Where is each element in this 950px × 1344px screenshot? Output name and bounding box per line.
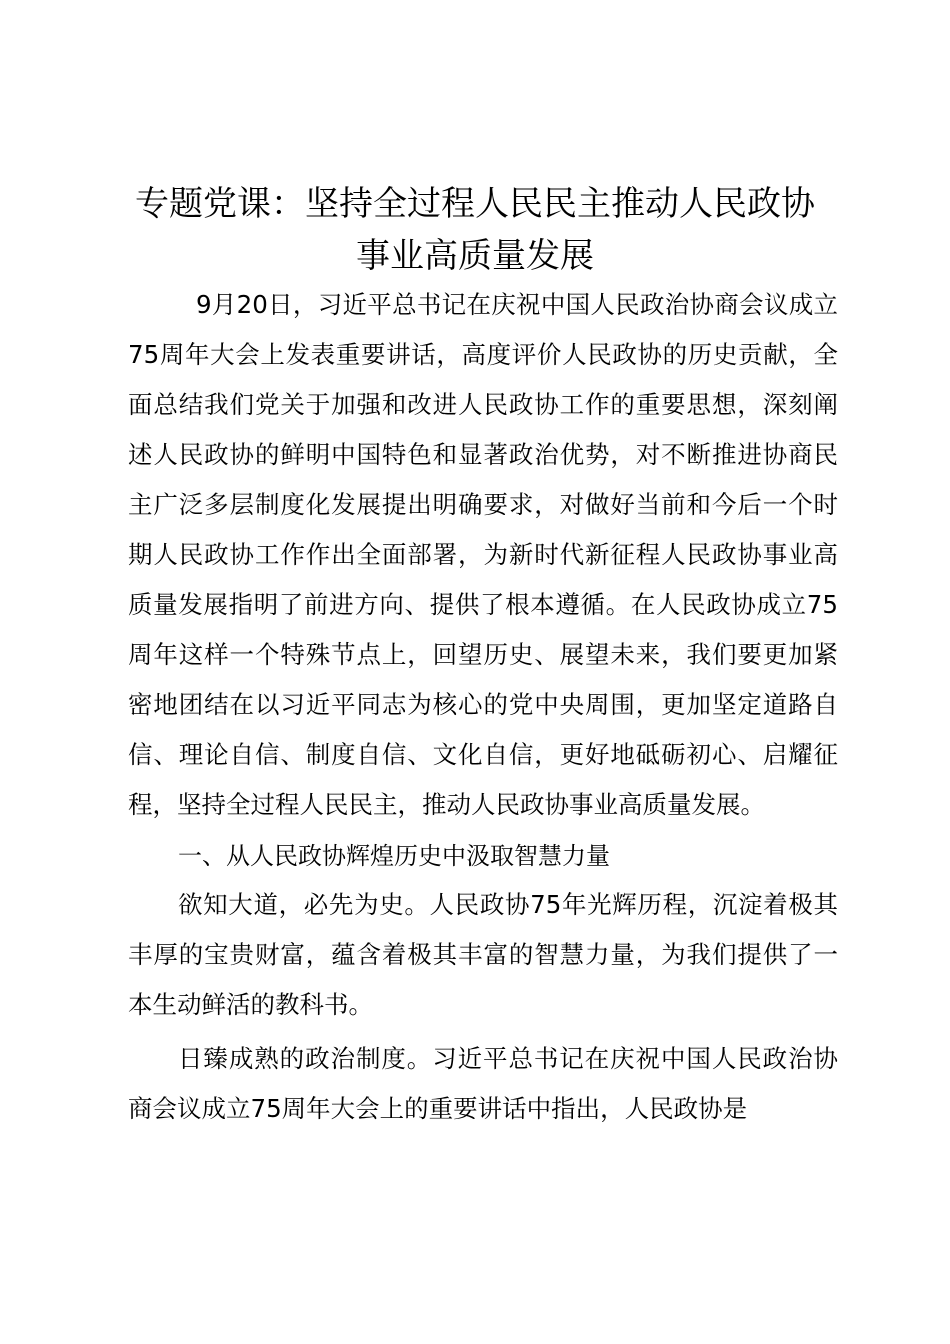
- section-heading: 一、从人民政协辉煌历史中汲取智慧力量: [178, 842, 610, 870]
- paragraph-system: 日臻成熟的政治制度。习近平总书记在庆祝中国人民政治协商会议成立75周年大会上的重要讲话中指出，人民政协是: [128, 1044, 838, 1123]
- title-line-2: 事业高质量发展: [356, 236, 594, 276]
- document-title: [110, 178, 840, 282]
- paragraph-history: 欲知大道，必先为史。人民政协75年光辉历程，沉淀着极其丰厚的宝贵财富，蕴含着极其丰富的智慧力量，为我们提供了一本生动鲜活的教科书。: [128, 890, 838, 1019]
- title-line-1: 专题党课：坚持全过程人民民主推动人民政协: [135, 184, 815, 224]
- paragraph-intro: 9月20日，习近平总书记在庆祝中国人民政治协商会议成立75周年大会上发表重要讲话，高度评价人民政协的历史贡献，全面总结我们党关于加强和改进人民政协工作的重要思想，深刻阐述人民政协的鲜明中国特色和显著政治优势，对不断推进协商民主广泛多层制度化发展提出明确要求，对做好当前和今后一个时期人民政协工作作出全面部署，为新时代新征程人民政协事业高质量发展指明了前进方向、提供了根本遵循。在人民政协成立75周年这样一个特殊节点上，回望历史、展望未来，我们要更加紧密地团结在以习近平同志为核心的党中央周围，更加坚定道路自信、理论自信、制度自信、文化自信，更好地砥砺初心、启耀征程，坚持全过程人民民主，推动人民政协事业高质量发展。: [128, 290, 838, 819]
- document-body: [128, 280, 838, 1134]
